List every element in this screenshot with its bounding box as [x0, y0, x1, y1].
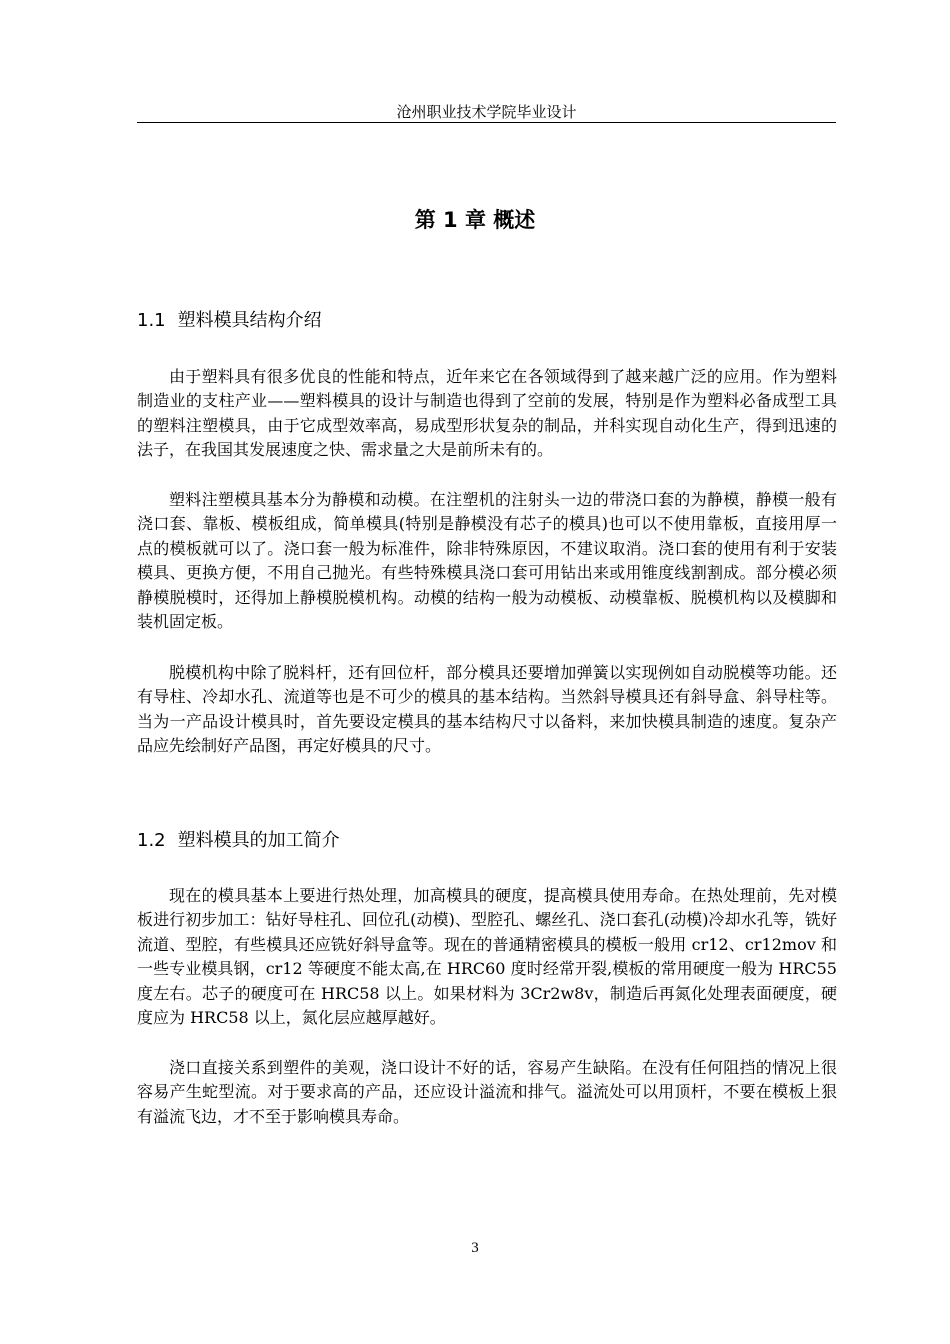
running-header-title: 沧州职业技术学院毕业设计 — [396, 103, 577, 121]
paragraph: 脱模机构中除了脱料杆，还有回位杆，部分模具还要增加弹簧以实现例如自动脱模等功能。还有导柱、冷却水孔、流道等也是不可少的模具的基本结构。当然斜导模具还有斜导盒、斜导柱等。当为一产品设计模具时，首先要设定模具的基本结构尺寸以备料，来加快模具制造的速度。复杂产品应先绘制好产品图，再定好模具的尺寸。 — [137, 663, 837, 756]
section-number: 1.2 — [137, 830, 166, 851]
paragraph: 浇口直接关系到塑件的美观，浇口设计不好的话，容易产生缺陷。在没有任何阻挡的情况上很容易产生蛇型流。对于要求高的产品，还应设计溢流和排气。溢流处可以用顶杆，不要在模板上狠有溢流飞边，才不至于影响模具寿命。 — [137, 1058, 837, 1126]
running-header — [137, 102, 836, 123]
page-number: 3 — [471, 1240, 479, 1256]
section-title-text: 塑料模具结构介绍 — [177, 310, 322, 331]
paragraph: 现在的模具基本上要进行热处理，加高模具的硬度，提高模具使用寿命。在热处理前，先对模板进行初步加工：钻好导柱孔、回位孔(动模)、型腔孔、螺丝孔、浇口套孔(动模)冷却水孔等，铣好流道、型腔，有些模具还应铣好斜导盒等。现在的普通精密模具的模板一般用 cr12、cr12mov 和一些专业模具钢，cr12 等硬度不能太高,在 HRC60 度时经常开裂,模板的常用硬度一般为 HRC55 度左右。芯子的硬度可在 HRC58 以上。如果材料为 3Cr2w8v，制造后再氮化处理表面硬度，硬度应为 HRC58 以上，氮化层应越厚越好。 — [137, 886, 837, 1028]
section-number: 1.1 — [137, 310, 166, 331]
section-title-text: 塑料模具的加工简介 — [177, 830, 340, 851]
section-heading-1-1 — [137, 309, 322, 333]
chapter-title: 第 1 章 概述 — [414, 208, 536, 232]
paragraph: 由于塑料具有很多优良的性能和特点，近年来它在各领域得到了越来越广泛的应用。作为塑料制造业的支柱产业——塑料模具的设计与制造也得到了空前的发展，特别是作为塑料必备成型工具的塑料注塑模具，由于它成型效率高，易成型形状复杂的制品，并科实现自动化生产，得到迅速的法子，在我国其发展速度之快、需求量之大是前所未有的。 — [137, 367, 837, 460]
section-heading-1-2 — [137, 829, 340, 853]
paragraph: 塑料注塑模具基本分为静模和动模。在注塑机的注射头一边的带浇口套的为静模，静模一般有浇口套、靠板、模板组成，简单模具(特别是静模没有芯子的模具)也可以不使用靠板，直接用厚一点的模板就可以了。浇口套一般为标准件，除非特殊原因，不建议取消。浇口套的使用有利于安装模具、更换方便，不用自己抛光。有些特殊模具浇口套可用钻出来或用锥度线割割成。部分模必须静模脱模时，还得加上静模脱模机构。动模的结构一般为动模板、动模靠板、脱模机构以及模脚和装机固定板。 — [137, 490, 837, 632]
